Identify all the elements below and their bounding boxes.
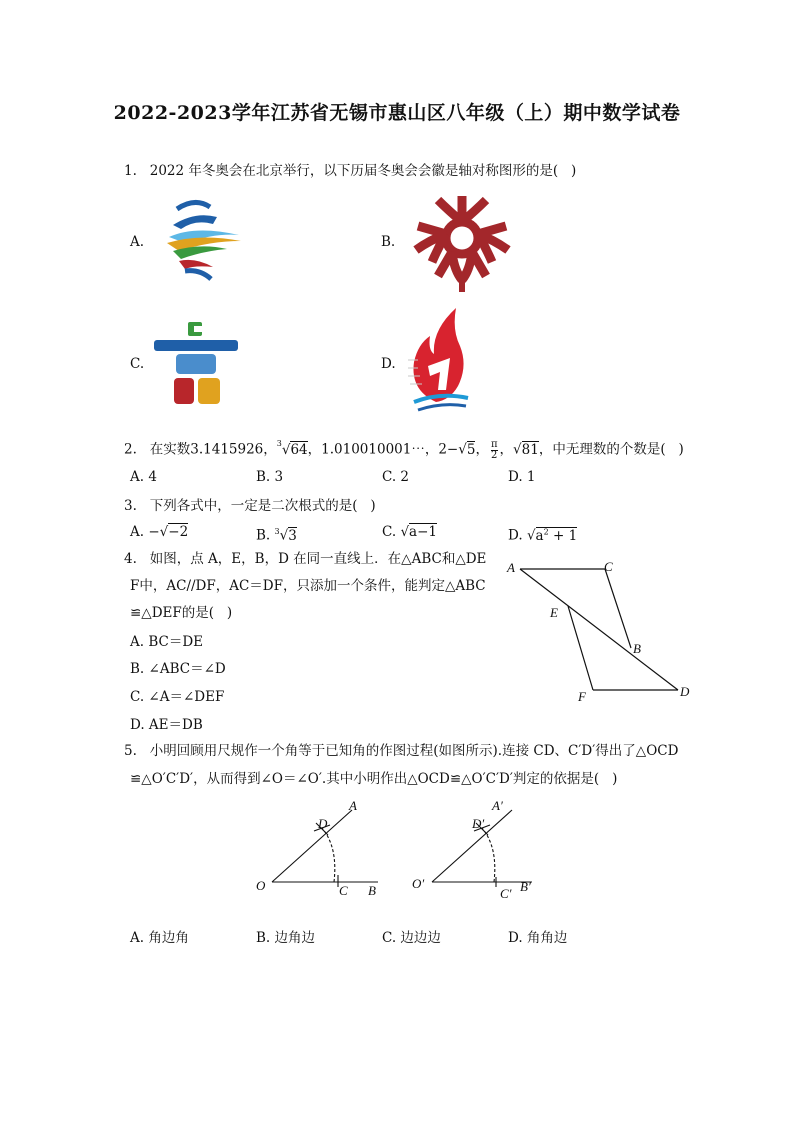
q4-option-a: A. BC＝DE [130,634,204,650]
q4-stem-line2: F中，AC//DF，AC＝DF，只添加一个条件，能判定△ABC [130,578,486,594]
q5-left-label-c: C [339,883,348,898]
q4-segment-cb [605,569,631,648]
q4-option-d: D. AE＝DB [130,717,203,733]
q3-option-a-prefix: A. − [130,524,160,540]
q4-option-c: C. ∠A＝∠DEF [130,689,225,705]
q2-cbrt-index: 3 [276,439,282,448]
beijing-2022-emblem-image [155,197,245,287]
q3-option-a-radicand: −2 [168,524,189,540]
q5-option-a: A. 角边角 [130,930,189,946]
q1-option-a-label: A. [130,234,145,250]
q4-label-d: D [680,684,690,699]
q5-figures [250,795,560,905]
q3-option-c-prefix: C. [382,524,401,540]
q2-mid: ，1.010010001⋯，2− [307,441,459,458]
q5-left-label-o: O [256,878,266,893]
q2-sqrt81: √81 [513,441,539,458]
q5-stem-line1: 5. 小明回顾用尺规作一个角等于已知角的作图过程(如图所示).连接 CD、C′D′得出了△OCD [124,743,679,759]
q3-option-b: B. $^3$√3 [256,527,297,544]
q2-stem-pre: 2. 在实数3.1415926， [124,441,277,458]
q4-stem-line3: ≌△DEF的是( ) [130,605,233,621]
sapporo-snowflake-emblem-image [408,190,516,294]
q2-option-c: C. 2 [382,469,410,485]
q2-option-a: A. 4 [130,469,157,485]
q2-option-b: B. 3 [256,469,284,485]
q4-figure [500,556,700,706]
q2-sqrt5: √5 [458,441,476,458]
q5-option-c: C. 边边边 [382,930,441,946]
q5-option-d: D. 角角边 [508,930,568,946]
q1-option-c-label: C. [130,356,145,372]
q1-option-d-label: D. [381,356,396,372]
q4-segment-ef [568,606,593,690]
vancouver-inukshuk-emblem-image [150,318,242,408]
q5-figure-right [412,798,532,901]
q3-option-c-radicand: a−1 [409,524,437,540]
q3-option-c: C. √a−1 [382,524,437,540]
q5-right-label-c: C′ [500,886,512,901]
q3-option-d-prefix: D. [508,527,527,544]
q4-label-b: B [633,641,641,656]
q4-label-f: F [578,689,586,704]
q3-option-d-exponent: 2 [543,527,549,536]
q2-cbrt-radicand: 64 [290,441,308,458]
q5-left-label-d: D [318,816,328,831]
page-title: 2022-2023学年江苏省无锡市惠山区八年级（上）期中数学试卷 [113,102,681,124]
q4-segment-ad [520,569,678,690]
q2-cbrt-64: $^3$√64 [276,439,308,458]
q5-figure-left [256,798,378,898]
q2-pi-denominator: 2 [491,449,498,461]
q2-pi-over-2 [491,440,498,461]
q5-left-label-b: B [368,883,376,898]
q3-option-b-radicand: 3 [288,527,297,544]
q5-stem-line2: ≌△O′C′D′，从而得到∠O＝∠O′.其中小明作出△OCD≌△O′C′D′判定的依据是( ) [130,771,618,787]
q5-option-b: B. 边角边 [256,930,316,946]
q3-option-d-base: a [535,527,544,544]
q2-tail: ，中无理数的个数是( ) [538,441,684,458]
q5-left-label-a: A [349,798,357,813]
q4-label-e: E [550,605,558,620]
q5-right-label-b: B′ [520,879,531,894]
turin-2006-emblem-image [406,306,470,418]
q1-stem: 1. 2022 年冬奥会在北京举行，以下历届冬奥会会徽是轴对称图形的是( ) [124,163,577,179]
q1-option-b-label: B. [381,234,396,250]
q2-option-d: D. 1 [508,469,536,485]
q5-right-label-a: A′ [492,798,503,813]
q4-label-c: C [604,559,613,574]
q2-stem: 2. 在实数3.1415926，$^3$√64，1.010010001⋯，2−√5， $\frac{\pi}{2}$ ，√81，中无理数的个数是( ) [124,438,684,461]
q3-stem: 3. 下列各式中，一定是二次根式的是( ) [124,498,376,514]
q3-option-b-prefix: B. [256,527,275,544]
q2-sqrt5-radicand: 5 [466,441,476,458]
q4-stem-line1: 4. 如图，点 A，E，B，D 在同一直线上．在△ABC和△DE [124,551,487,567]
q4-option-b: B. ∠ABC＝∠D [130,661,226,677]
q5-right-label-d: D′ [472,816,485,831]
q3-option-a: A. −√−2 [130,524,189,540]
q2-pi-numerator: π [490,438,498,450]
q3-option-b-index: 3 [274,527,280,536]
q2-sqrt81-radicand: 81 [521,441,539,458]
q3-option-d-tail: + 1 [548,527,578,544]
q4-label-a: A [507,560,515,575]
q5-right-label-o: O′ [412,876,425,891]
q3-option-d: D. $√a^2 + 1$ [508,527,578,544]
